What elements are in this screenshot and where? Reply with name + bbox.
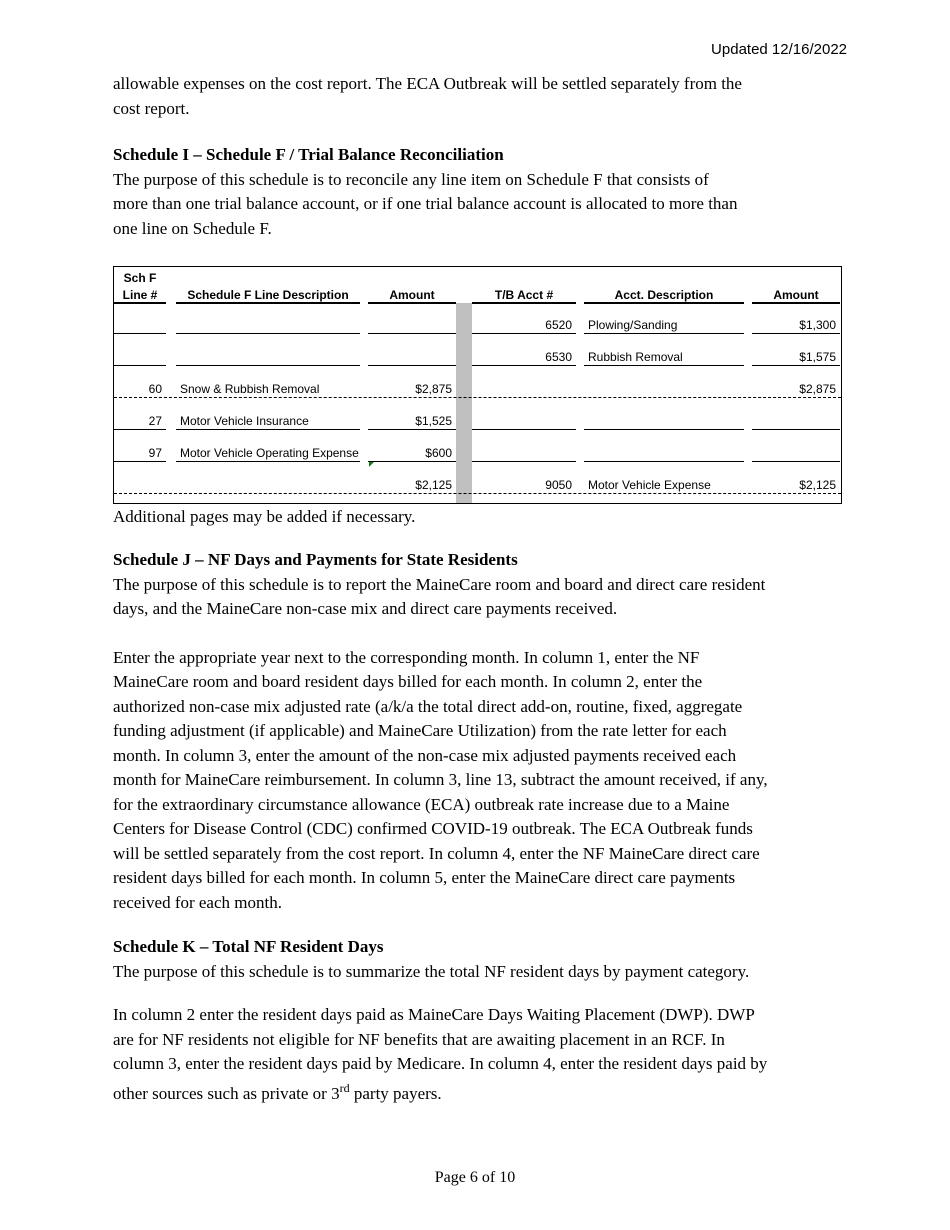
cell-rule	[368, 333, 456, 334]
text-span: other sources such as private or 3	[113, 1083, 340, 1103]
cell-tb	[476, 446, 572, 460]
text-line: more than one trial balance account, or if one trial balance account is allocated to more than	[113, 194, 738, 213]
header-amount-2: Amount	[773, 288, 819, 302]
cell-amount	[372, 318, 452, 332]
cell-rule	[368, 461, 456, 462]
cell-rule	[176, 333, 360, 334]
cell-desc: Motor Vehicle Operating Expense	[180, 446, 359, 460]
cell-rule	[752, 365, 840, 366]
cell-line: 27	[148, 414, 162, 428]
header-acct-desc: Acct. Description	[614, 288, 714, 302]
text-line: cost report.	[113, 98, 190, 118]
text-line: one line on Schedule F.	[113, 218, 272, 238]
schedule-k-heading: Schedule K – Total NF Resident Days	[113, 937, 384, 956]
text-line: resident days billed for each month. In column 5, enter the MaineCare direct care payments	[113, 868, 736, 887]
text-line: month for MaineCare reimbursement. In column 3, line 13, subtract the amount received, if any,	[113, 770, 768, 789]
header-line-num: Line #	[122, 288, 158, 302]
cell-acct-desc	[588, 414, 740, 428]
cell-rule	[176, 429, 360, 430]
text-line: will be settled separately from the cost report. In column 4, enter the NF MaineCare direct care	[113, 843, 760, 863]
cell-tb: 6520	[545, 318, 572, 332]
superscript: rd	[339, 1080, 350, 1095]
cell-rule	[752, 461, 840, 462]
text-line: received for each month.	[113, 892, 282, 912]
header-rule	[752, 302, 840, 304]
header-sch-f: Sch F	[123, 271, 157, 285]
cell-rule	[114, 461, 166, 462]
cell-amount2: $2,875	[799, 382, 836, 396]
text-line: month. In column 3, enter the amount of the non-case mix adjusted payments received each	[113, 745, 737, 765]
text-line: Centers for Disease Control (CDC) confirmed COVID-19 outbreak. The ECA Outbreak funds	[113, 819, 753, 838]
text-line: The purpose of this schedule is to reconcile any line item on Schedule F that consists of	[113, 169, 709, 189]
text-line: Enter the appropriate year next to the corresponding month. In column 1, enter the NF	[113, 647, 700, 667]
cell-amount: $2,125	[415, 478, 452, 492]
cell-desc: Motor Vehicle Insurance	[180, 414, 309, 428]
text-line	[113, 1082, 767, 1107]
cell-rule	[752, 429, 840, 430]
cell-acct-desc	[588, 446, 740, 460]
cell-line: 97	[148, 446, 162, 460]
cell-acct-desc: Rubbish Removal	[588, 350, 683, 364]
header-rule	[114, 302, 166, 304]
cell-tb: 9050	[545, 478, 572, 492]
header-desc: Schedule F Line Description	[187, 288, 349, 302]
cell-acct-desc: Motor Vehicle Expense	[588, 478, 711, 492]
cell-rule	[114, 365, 166, 366]
cell-desc	[180, 350, 356, 364]
text-line: authorized non-case mix adjusted rate (a/k/a the total direct add-on, routine, fixed, aggregate	[113, 696, 743, 716]
text-line: The purpose of this schedule is to summarize the total NF resident days by payment category.	[113, 961, 750, 981]
cell-line: 60	[148, 382, 162, 396]
cell-rule	[176, 365, 360, 366]
schedule-i-heading: Schedule I – Schedule F / Trial Balance Reconciliation	[113, 145, 504, 164]
text-line: column 3, enter the resident days paid by Medicare. In column 4, enter the resident days paid by	[113, 1054, 768, 1073]
header-amount: Amount	[389, 288, 435, 302]
cell-rule	[584, 333, 744, 334]
total-dashed-rule	[114, 397, 841, 398]
cell-tb: 6530	[545, 350, 572, 364]
cell-rule	[472, 365, 576, 366]
reconciliation-table	[113, 266, 842, 504]
total-dashed-rule	[114, 493, 841, 494]
text-line: allowable expenses on the cost report. The ECA Outbreak will be settled separately from the	[113, 74, 742, 93]
intro-paragraph	[113, 72, 742, 121]
text-line: The purpose of this schedule is to report the MaineCare room and board and direct care resident	[113, 574, 766, 594]
text-line: for the extraordinary circumstance allowance (ECA) outbreak rate increase due to a Maine	[113, 794, 730, 814]
cell-rule	[584, 429, 744, 430]
additional-note	[113, 505, 415, 530]
schedule-k-section	[113, 935, 767, 1106]
text-line: days, and the MaineCare non-case mix and direct care payments received.	[113, 599, 618, 618]
text-line: Additional pages may be added if necessary.	[113, 507, 416, 526]
cell-amount: $600	[425, 446, 452, 460]
cell-acct-desc	[588, 382, 740, 396]
cell-rule	[114, 333, 166, 334]
cell-amount2	[756, 414, 836, 428]
cell-rule	[472, 461, 576, 462]
header-rule	[584, 302, 744, 304]
text-line: MaineCare room and board resident days billed for each month. In column 2, enter the	[113, 672, 703, 691]
cell-desc: Snow & Rubbish Removal	[180, 382, 320, 396]
text-span: party payers.	[349, 1083, 442, 1103]
cell-acct-desc: Plowing/Sanding	[588, 318, 678, 332]
text-line: In column 2 enter the resident days paid as MaineCare Days Waiting Placement (DWP). DWP	[113, 1005, 755, 1024]
text-line: funding adjustment (if applicable) and MaineCare Utilization) from the rate letter for each	[113, 721, 727, 740]
cell-rule	[176, 461, 360, 462]
cell-rule	[584, 365, 744, 366]
updated-date: Updated 12/16/2022	[711, 41, 847, 58]
cell-rule	[114, 429, 166, 430]
cell-amount2: $1,300	[799, 318, 836, 332]
cell-rule	[472, 429, 576, 430]
cell-tb	[476, 414, 572, 428]
cell-rule	[368, 365, 456, 366]
cell-amount	[372, 350, 452, 364]
cell-line	[118, 478, 162, 492]
text-line: are for NF residents not eligible for NF benefits that are awaiting placement in an RCF. In	[113, 1029, 725, 1049]
schedule-j-heading: Schedule J – NF Days and Payments for State Residents	[113, 550, 518, 569]
cell-desc	[180, 318, 356, 332]
cell-amount: $2,875	[415, 382, 452, 396]
separator-bar	[456, 303, 472, 503]
cell-rule	[472, 333, 576, 334]
cell-rule	[752, 333, 840, 334]
schedule-j-section	[113, 548, 768, 915]
cell-amount2	[756, 446, 836, 460]
page-number: Page 6 of 10	[434, 1169, 516, 1186]
cell-amount: $1,525	[415, 414, 452, 428]
cell-rule	[584, 461, 744, 462]
cell-line	[118, 318, 162, 332]
header-rule	[472, 302, 576, 304]
cell-line	[118, 350, 162, 364]
header-rule	[176, 302, 360, 304]
cell-desc	[180, 478, 356, 492]
header-rule	[368, 302, 456, 304]
cell-tb	[476, 382, 572, 396]
header-tb-acct: T/B Acct #	[494, 288, 554, 302]
cell-rule	[368, 429, 456, 430]
cell-amount2: $2,125	[799, 478, 836, 492]
cell-amount2: $1,575	[799, 350, 836, 364]
schedule-i-section	[113, 143, 737, 241]
